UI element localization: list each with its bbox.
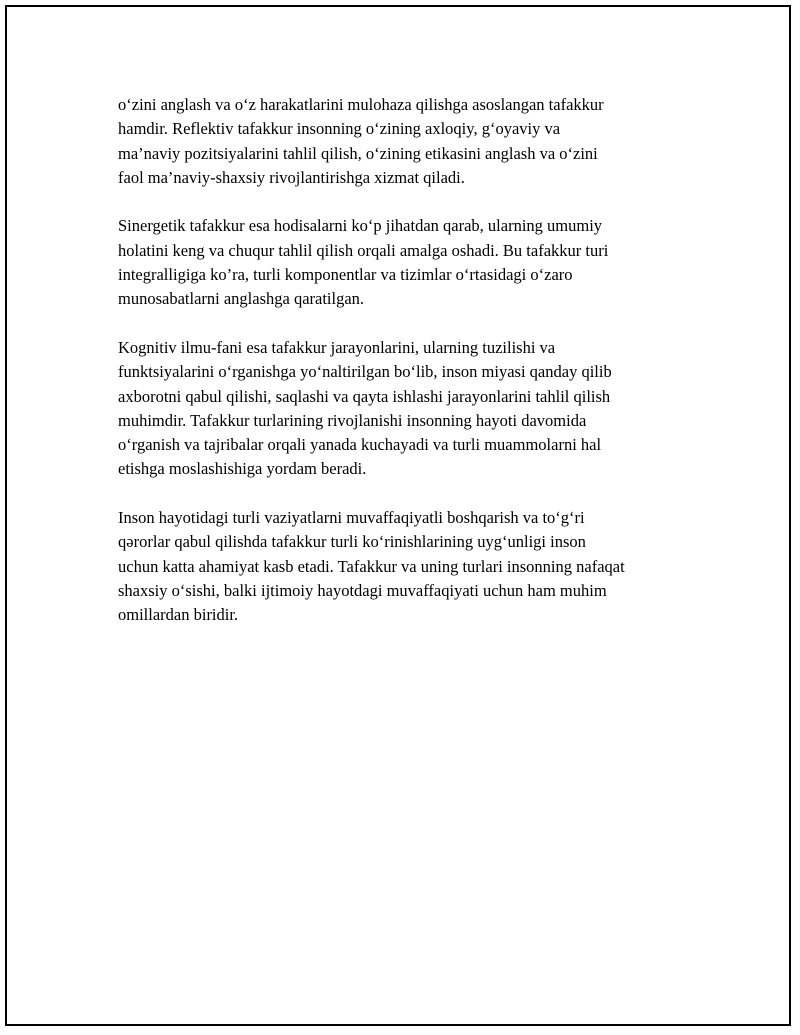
document-body <box>118 93 698 628</box>
paragraph-reflective-thinking: o‘zini anglash va o‘z harakatlarini mulohaza qilishga asoslangan tafakkur hamdir. Reflektiv tafakkur insonning o‘zining axloqiy, g‘oyaviy va ma’naviy pozitsiyalarini tahlil qilish, o‘zining etikasini anglash va o‘zini faol ma’naviy-shaxsiy rivojlantirishga xizmat qiladi. <box>118 95 604 187</box>
paragraph-conclusion: Inson hayotidagi turli vaziyatlarni muvaffaqiyatli boshqarish va to‘g‘ri qərorlar qabul qilishda tafakkur turli ko‘rinishlarining uyg‘unligi inson uchun katta ahamiyat kasb etadi. Tafakkur va uning turlari insonning nafaqat shaxsiy o‘sishi, balki ijtimoiy hayotdagi muvaffaqiyati uchun ham muhim omillardan biridir. <box>118 508 625 625</box>
paragraph-cognitive-science: Kognitiv ilmu-fani esa tafakkur jarayonlarini, ularning tuzilishi va funktsiyalarini o‘rganishga yo‘naltirilgan bo‘lib, inson miyasi qanday qilib axborotni qabul qilishi, saqlashi va qayta ishlashi jarayonlarini tahlil qilish muhimdir. Tafakkur turlarining rivojlanishi insonning hayoti davomida o‘rganish va tajribalar orqali yanada kuchayadi va turli muammolarni hal etishga moslashishiga yordam beradi. <box>118 337 612 479</box>
paragraph-synergetic-thinking: Sinergetik tafakkur esa hodisalarni ko‘p jihatdan qarab, ularning umumiy holatini keng va chuqur tahlil qilish orqali amalga oshadi. Bu tafakkur turi integralligiga ko’ra, turli komponentlar va tizimlar o‘rtasidagi o‘zaro munosabatlarni anglashga qaratilgan. <box>118 216 609 309</box>
